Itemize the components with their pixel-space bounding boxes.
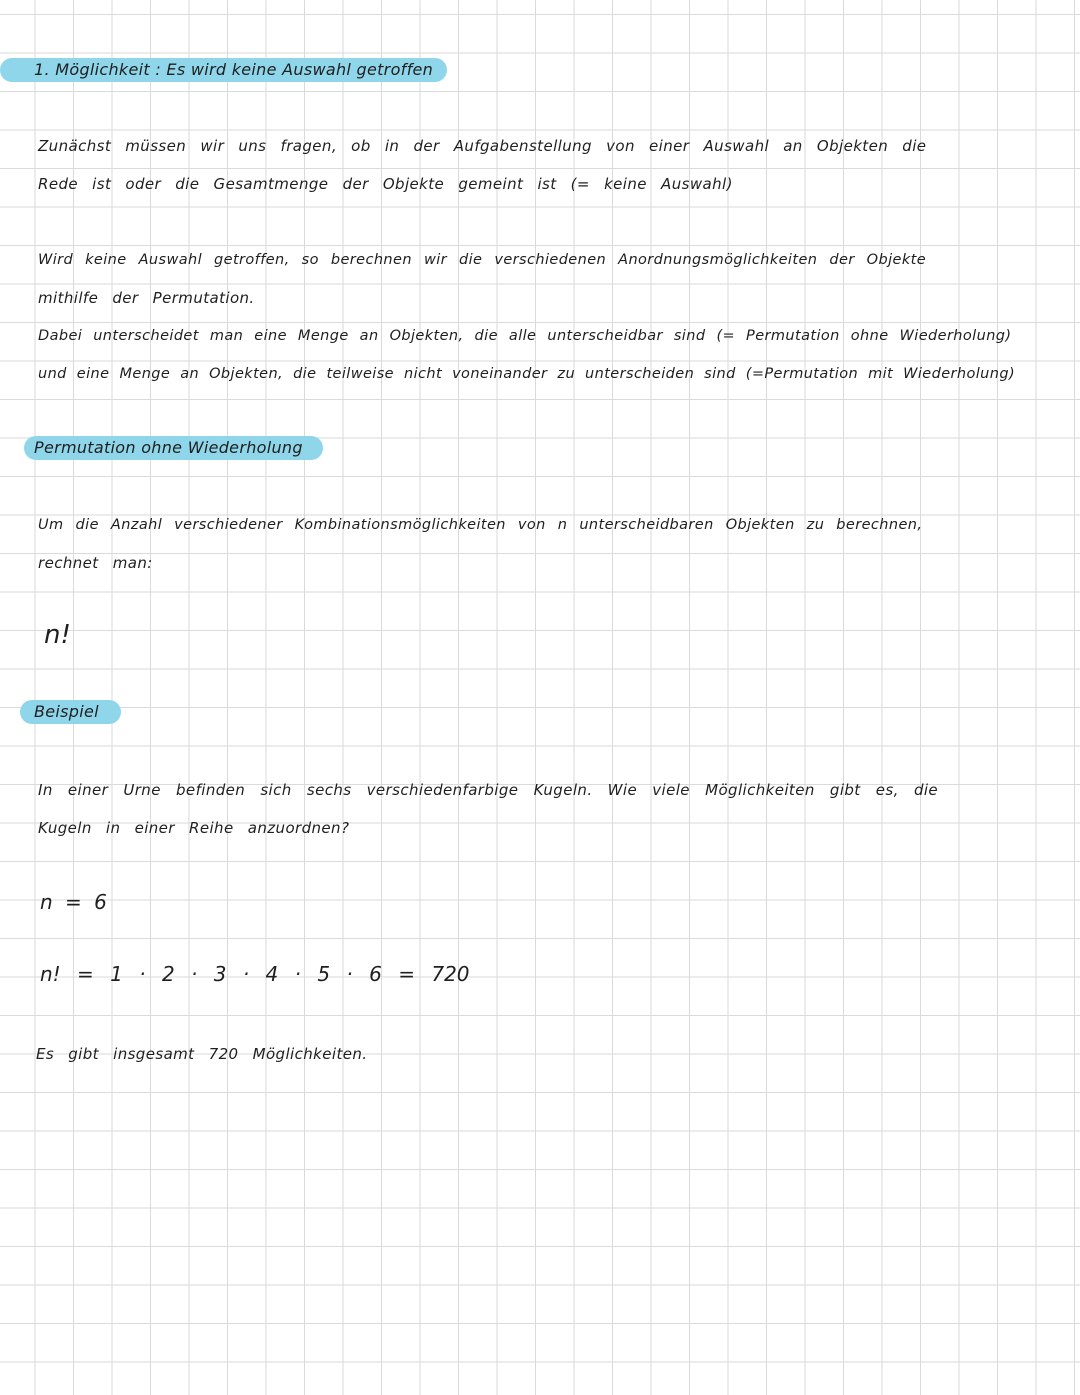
heading-permutation-ohne-wiederholung: Permutation ohne Wiederholung <box>24 436 323 460</box>
calculation: n! = 1 · 2 · 3 · 4 · 5 · 6 = 720 <box>40 962 470 986</box>
permutation-line-4: und eine Menge an Objekten, die teilweise nicht voneinander zu unterscheiden sind (=Permutation mit Wiederholung) <box>38 366 1016 382</box>
intro-line-2: Rede ist oder die Gesamtmenge der Objekte gemeint ist (= keine Auswahl) <box>38 175 733 193</box>
given-n: n = 6 <box>40 890 107 914</box>
permutation-line-1: Wird keine Auswahl getroffen, so berechnen wir die verschiedenen Anordnungsmöglichkeiten der Objekte <box>38 252 927 268</box>
formula-n-factorial: n! <box>44 620 71 650</box>
heading-moeglichkeit-1: 1. Möglichkeit : Es wird keine Auswahl getroffen <box>0 58 447 82</box>
definition-line-2: rechnet man: <box>38 554 153 572</box>
permutation-line-2: mithilfe der Permutation. <box>38 289 255 307</box>
definition-line-1: Um die Anzahl verschiedener Kombinationsmöglichkeiten von n unterscheidbaren Objekten zu berechnen, <box>38 517 923 533</box>
heading-beispiel: Beispiel <box>20 700 121 724</box>
permutation-line-3: Dabei unterscheidet man eine Menge an Objekten, die alle unterscheidbar sind (= Permutation ohne Wiederholung) <box>38 328 1012 344</box>
conclusion: Es gibt insgesamt 720 Möglichkeiten. <box>36 1045 368 1063</box>
example-line-2: Kugeln in einer Reihe anzuordnen? <box>38 819 350 837</box>
example-line-1: In einer Urne befinden sich sechs verschiedenfarbige Kugeln. Wie viele Möglichkeiten gibt es, die <box>38 781 939 799</box>
intro-line-1: Zunächst müssen wir uns fragen, ob in der Aufgabenstellung von einer Auswahl an Objekten die <box>38 137 927 155</box>
